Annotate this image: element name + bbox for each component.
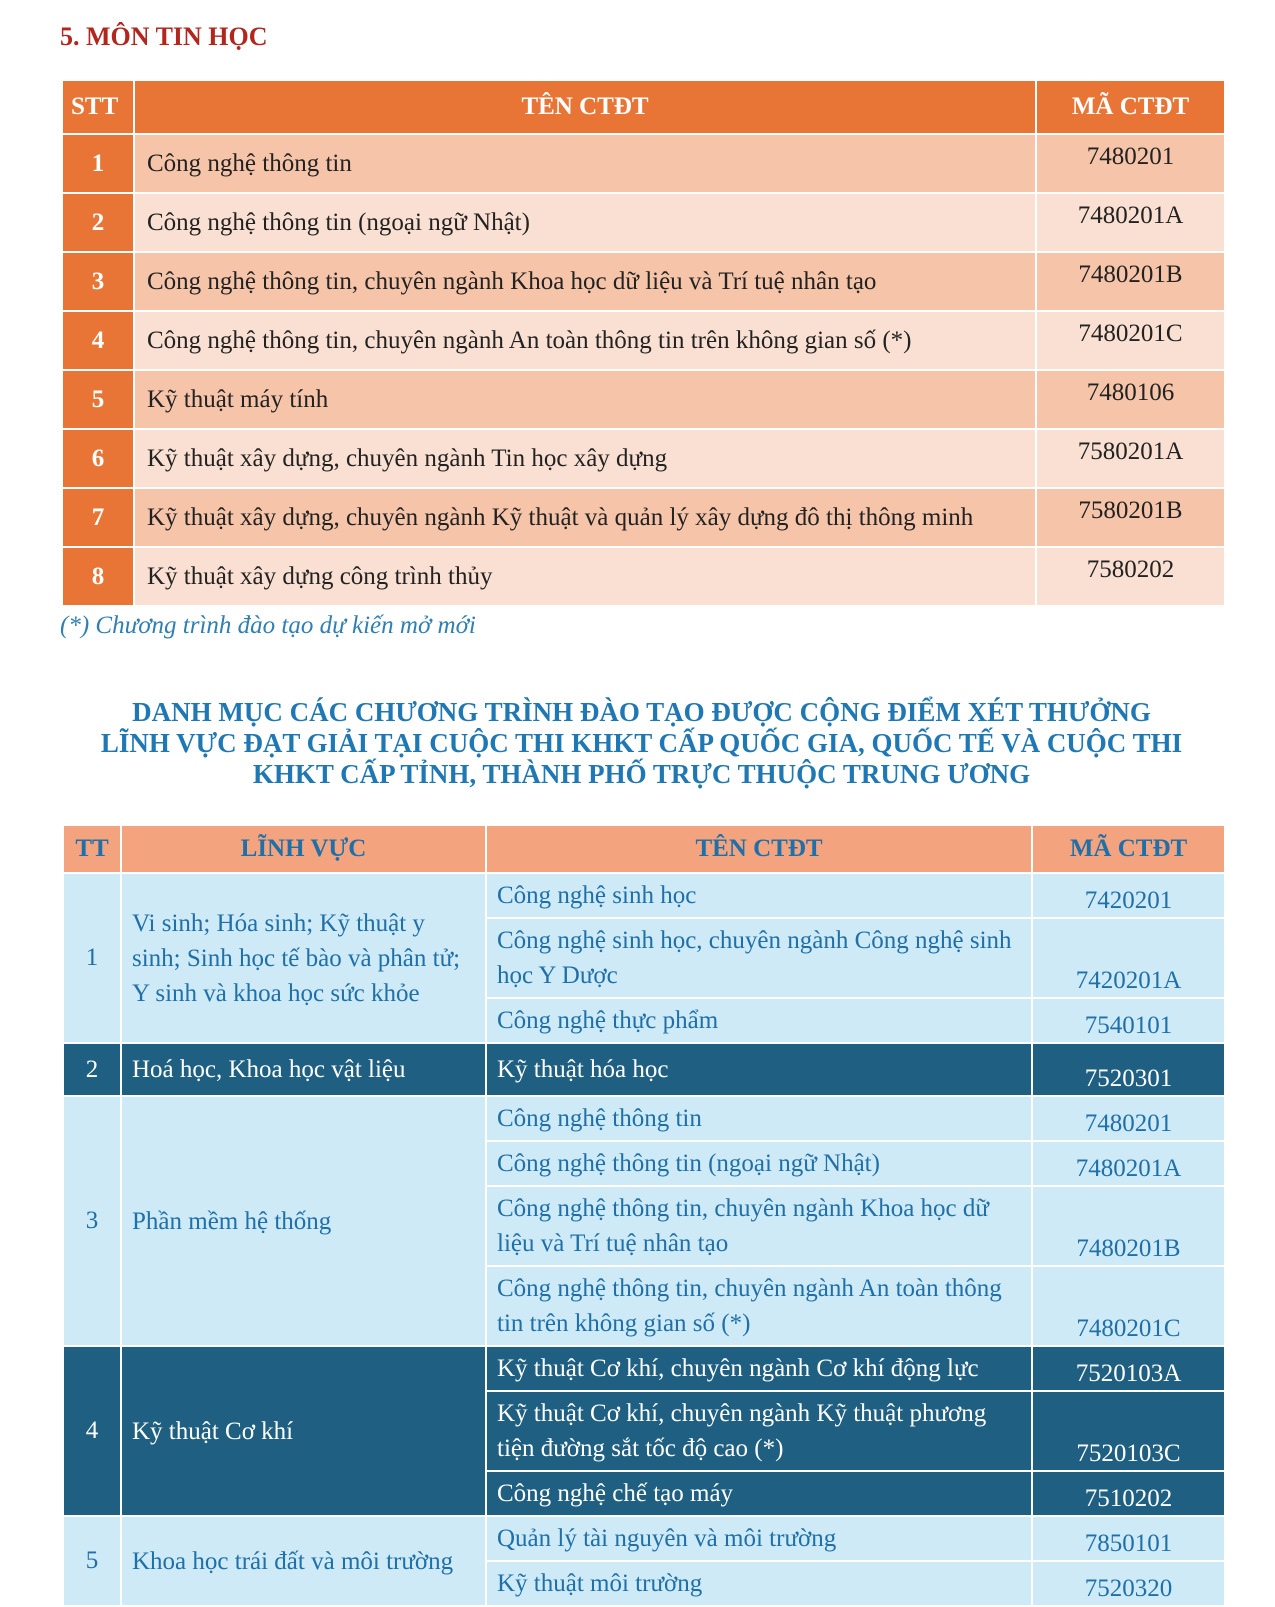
- program-code: 7520320: [1032, 1561, 1225, 1606]
- row-number: 8: [62, 547, 134, 606]
- program-name: Kỹ thuật xây dựng công trình thủy: [134, 547, 1036, 606]
- program-name: Quản lý tài nguyên và môi trường: [486, 1516, 1032, 1561]
- table-header-row: [63, 825, 1225, 873]
- program-code: 7480201: [1036, 134, 1225, 193]
- program-name: Công nghệ thông tin (ngoại ngữ Nhật): [486, 1141, 1032, 1186]
- program-name: Công nghệ thông tin (ngoại ngữ Nhật): [134, 193, 1036, 252]
- program-name: Công nghệ thông tin, chuyên ngành Khoa học dữ liệu và Trí tuệ nhân tạo: [134, 252, 1036, 311]
- field-name: Phần mềm hệ thống: [121, 1096, 486, 1346]
- program-name: Kỹ thuật hóa học: [486, 1043, 1032, 1096]
- program-code: 7480201C: [1032, 1266, 1225, 1346]
- program-code: 7480201: [1032, 1096, 1225, 1141]
- table-header-row: [62, 80, 1225, 134]
- program-name: Kỹ thuật Cơ khí, chuyên ngành Cơ khí động lực: [486, 1346, 1032, 1391]
- program-name: Công nghệ thông tin, chuyên ngành An toàn thông tin trên không gian số (*): [486, 1266, 1032, 1346]
- program-table-it: [61, 79, 1226, 607]
- program-code: 7520103C: [1032, 1391, 1225, 1471]
- program-name: Kỹ thuật môi trường: [486, 1561, 1032, 1606]
- program-code: 7480106: [1036, 370, 1225, 429]
- header-field: LĨNH VỰC: [121, 825, 486, 873]
- group-number: 5: [63, 1516, 121, 1606]
- heading-line: LĨNH VỰC ĐẠT GIẢI TẠI CUỘC THI KHKT CẤP QUỐC GIA, QUỐC TẾ VÀ CUỘC THI: [100, 728, 1183, 758]
- field-name: Hoá học, Khoa học vật liệu: [121, 1043, 486, 1096]
- header-program-code: MÃ CTĐT: [1036, 80, 1225, 134]
- footnote: (*) Chương trình đào tạo dự kiến mở mới: [60, 612, 476, 639]
- program-name: Kỹ thuật máy tính: [134, 370, 1036, 429]
- row-number: 3: [62, 252, 134, 311]
- header-program-name: TÊN CTĐT: [134, 80, 1036, 134]
- program-code: 7510202: [1032, 1471, 1225, 1516]
- table-row: [63, 873, 1225, 918]
- program-code: 7420201: [1032, 873, 1225, 918]
- program-code: 7480201B: [1032, 1186, 1225, 1266]
- row-number: 2: [62, 193, 134, 252]
- program-name: Kỹ thuật xây dựng, chuyên ngành Tin học xây dựng: [134, 429, 1036, 488]
- table-row: [63, 1346, 1225, 1391]
- group-number: 4: [63, 1346, 121, 1516]
- heading-line: KHKT CẤP TỈNH, THÀNH PHỐ TRỰC THUỘC TRUNG ƯƠNG: [252, 759, 1031, 789]
- program-name: Công nghệ chế tạo máy: [486, 1471, 1032, 1516]
- program-name: Công nghệ thông tin, chuyên ngành Khoa học dữ liệu và Trí tuệ nhân tạo: [486, 1186, 1032, 1266]
- program-code: 7480201B: [1036, 252, 1225, 311]
- program-name: Kỹ thuật xây dựng, chuyên ngành Kỹ thuật và quản lý xây dựng đô thị thông minh: [134, 488, 1036, 547]
- field-name: Kỹ thuật Cơ khí: [121, 1346, 486, 1516]
- bonus-program-table: [62, 824, 1226, 1607]
- table-row: [62, 134, 1225, 193]
- table-row: [62, 193, 1225, 252]
- program-name: Công nghệ thực phẩm: [486, 998, 1032, 1043]
- program-name: Kỹ thuật Cơ khí, chuyên ngành Kỹ thuật phương tiện đường sắt tốc độ cao (*): [486, 1391, 1032, 1471]
- header-program-code: MÃ CTĐT: [1032, 825, 1225, 873]
- table-row: [62, 488, 1225, 547]
- header-program-name: TÊN CTĐT: [486, 825, 1032, 873]
- field-name: Vi sinh; Hóa sinh; Kỹ thuật y sinh; Sinh học tế bào và phân tử; Y sinh và khoa học sức khỏe: [121, 873, 486, 1043]
- row-number: 1: [62, 134, 134, 193]
- row-number: 5: [62, 370, 134, 429]
- row-number: 6: [62, 429, 134, 488]
- program-name: Công nghệ sinh học, chuyên ngành Công nghệ sinh học Y Dược: [486, 918, 1032, 998]
- program-code: 7520301: [1032, 1043, 1225, 1096]
- header-stt: STT: [62, 80, 134, 134]
- program-name: Công nghệ thông tin, chuyên ngành An toàn thông tin trên không gian số (*): [134, 311, 1036, 370]
- program-code: 7580202: [1036, 547, 1225, 606]
- program-code: 7580201A: [1036, 429, 1225, 488]
- table-row: [62, 547, 1225, 606]
- table-row: [62, 370, 1225, 429]
- program-code: 7850101: [1032, 1516, 1225, 1561]
- group-number: 3: [63, 1096, 121, 1346]
- program-name: Công nghệ thông tin: [134, 134, 1036, 193]
- table-row: [63, 1096, 1225, 1141]
- table-row: [62, 252, 1225, 311]
- header-tt: TT: [63, 825, 121, 873]
- field-name: Khoa học trái đất và môi trường: [121, 1516, 486, 1606]
- program-code: 7540101: [1032, 998, 1225, 1043]
- group-number: 2: [63, 1043, 121, 1096]
- table-row: [63, 1043, 1225, 1096]
- table-row: [62, 429, 1225, 488]
- table-row: [62, 311, 1225, 370]
- heading-line: DANH MỤC CÁC CHƯƠNG TRÌNH ĐÀO TẠO ĐƯỢC CỘNG ĐIỂM XÉT THƯỞNG: [132, 697, 1151, 727]
- program-code: 7480201C: [1036, 311, 1225, 370]
- program-name: Công nghệ thông tin: [486, 1096, 1032, 1141]
- program-code: 7420201A: [1032, 918, 1225, 998]
- group-number: 1: [63, 873, 121, 1043]
- table-row: [63, 1516, 1225, 1561]
- list-heading: [60, 697, 1223, 790]
- row-number: 4: [62, 311, 134, 370]
- program-code: 7480201A: [1032, 1141, 1225, 1186]
- row-number: 7: [62, 488, 134, 547]
- program-code: 7580201B: [1036, 488, 1225, 547]
- program-code: 7520103A: [1032, 1346, 1225, 1391]
- program-name: Công nghệ sinh học: [486, 873, 1032, 918]
- section-title: 5. MÔN TIN HỌC: [60, 22, 268, 51]
- program-code: 7480201A: [1036, 193, 1225, 252]
